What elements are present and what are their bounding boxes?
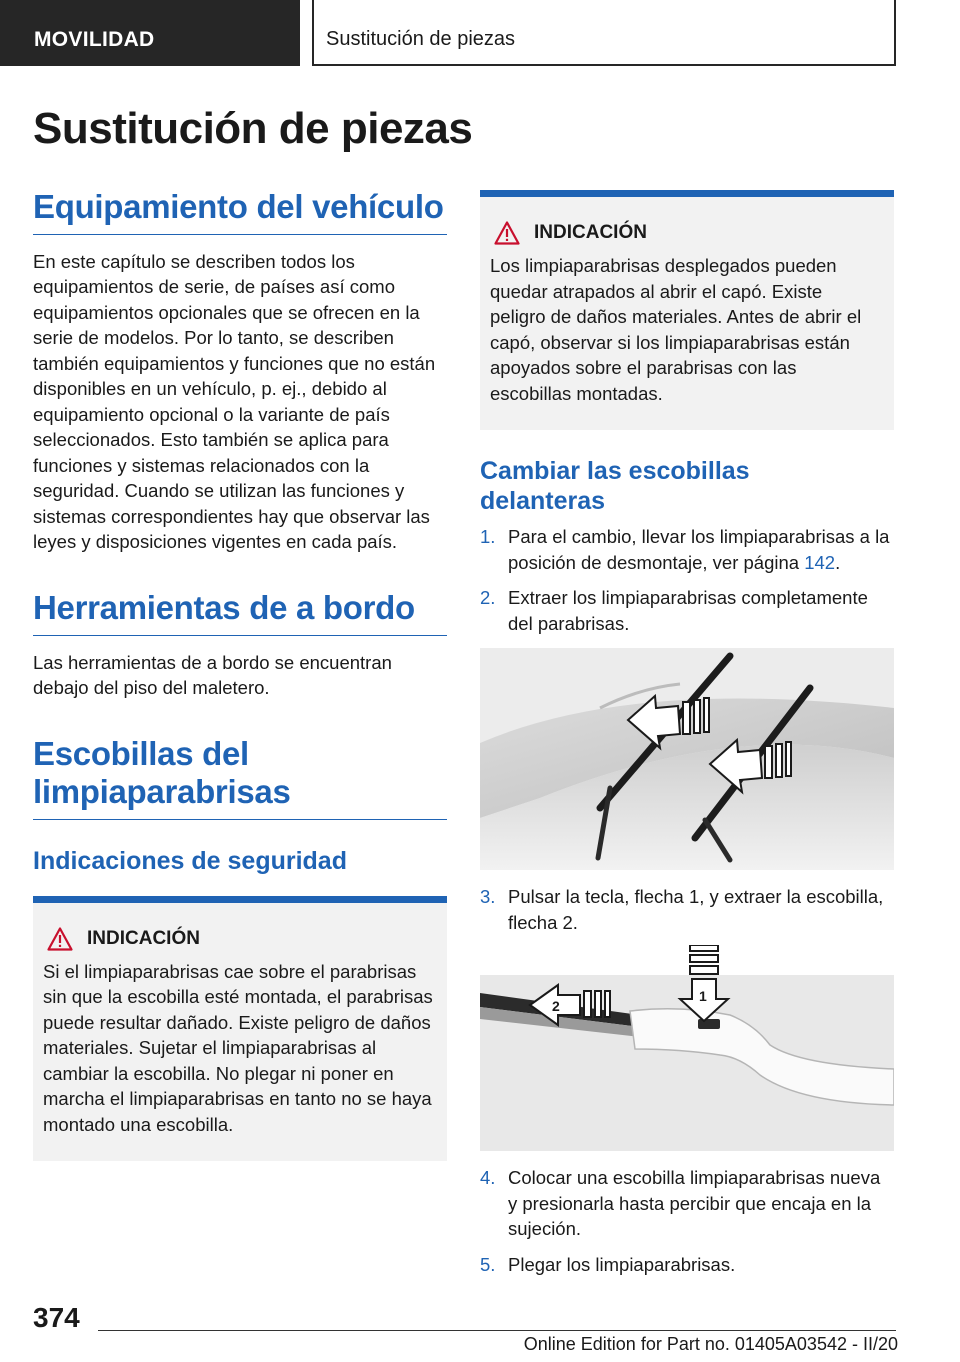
arrow-label-2: 2 [552,998,560,1014]
header-section-label: MOVILIDAD [0,0,300,66]
page-header [0,0,960,66]
notice-box-left [33,896,447,1162]
page-title: Sustitución de piezas [33,104,473,153]
warning-triangle-icon [494,221,520,245]
steps-list-b [480,884,894,935]
step-item [480,1165,894,1242]
step-item [480,524,894,575]
step-text: Pulsar la tecla, flecha 1, y extraer la escobilla, flecha 2. [508,886,884,933]
footer-edition: Online Edition for Part no. 01405A03542 - II/20 [523,1334,898,1354]
step-number: 4. [480,1167,496,1188]
notice-header [490,221,880,245]
left-column [33,188,447,1161]
subsection-title-cambiar [480,456,894,516]
arrow-label-1: 1 [699,988,707,1004]
wiper-clip-image [480,945,894,1151]
equipamiento-text: En este capítulo se describen todos los equipamientos de serie, de países así como equipamientos opcionales que se ofrecen en la serie de modelos. Por lo tanto, se describen también equipamientos y funciones que no están disponibles en un vehículo, p. ej., debido al equipamiento opcional o la variante de país seleccionados. Esto también se aplica para funciones y sistemas relacionados con la seguridad. Cuando se utilizan las funciones y sistemas correspondientes hay que observar las leyes y disposiciones vigentes en cada país. [33,250,436,553]
notice-text: Los limpiaparabrisas desplegados pueden quedar atrapados al abrir el capó. Existe peligro de daños materiales. Antes de abrir el capó, observar si los limpiaparabrisas están apoyados sobre el parabrisas con las escobillas montadas. [490,255,862,404]
subsection-title-seguridad: Indicaciones de seguridad [33,846,347,875]
steps-list-a [480,524,894,636]
step-text: Plegar los limpiaparabrisas. [508,1253,736,1275]
step-text: Para el cambio, llevar los limpiaparabrisas a la posición de desmontaje, ver página [508,526,890,573]
page-number: 374 [33,1302,80,1333]
step-item [480,884,894,935]
step-number: 1. [480,526,496,547]
step-item [480,1252,894,1278]
notice-box-right [480,190,894,430]
right-column [480,190,894,1287]
wiper-blade-clip-illustration [480,945,894,1151]
notice-label: INDICACIÓN [534,222,647,243]
escobillas-title-line2: limpiaparabrisas [33,772,291,810]
step-text: Extraer los limpiaparabrisas completamente del parabrisas. [508,587,868,634]
cambiar-title-line1: Cambiar las escobillas [480,457,750,485]
header-chapter-label: Sustitución de piezas [312,0,896,66]
step-number: 2. [480,587,496,608]
section-title-equipamiento: Equipamiento del vehículo [33,188,447,235]
step-number: 5. [480,1253,496,1275]
windshield-wipers-image [480,648,894,870]
footer-divider [98,1330,896,1331]
section-title-escobillas [33,735,447,820]
cambiar-title-line2: delanteras [480,487,606,515]
page-reference-link[interactable]: 142 [804,551,836,573]
step-text-suffix: . [835,551,841,573]
section-title-herramientas: Herramientas de a bordo [33,589,447,636]
step-text: Colocar una escobilla limpiaparabrisas nueva y presionarla hasta percibir que encaja en la sujeción. [508,1167,881,1239]
steps-list-c [480,1165,894,1277]
warning-triangle-icon [47,927,73,951]
wiper-windshield-illustration [480,648,894,870]
notice-label: INDICACIÓN [87,927,200,949]
herramientas-text: Las herramientas de a bordo se encuentran debajo del piso del maletero. [33,651,392,699]
escobillas-title-line1: Escobillas del [33,734,249,772]
step-item [480,585,894,636]
notice-text: Si el limpiaparabrisas cae sobre el parabrisas sin que la escobilla esté montada, el parabrisas puede resultar dañado. Existe peligro de daños materiales. Sujetar el limpiaparabrisas al cambiar la escobilla. No plegar ni poner en marcha el limpiaparabrisas en tanto no se haya montado una escobilla. [43,960,433,1135]
notice-header [43,927,433,951]
step-number: 3. [480,886,496,907]
